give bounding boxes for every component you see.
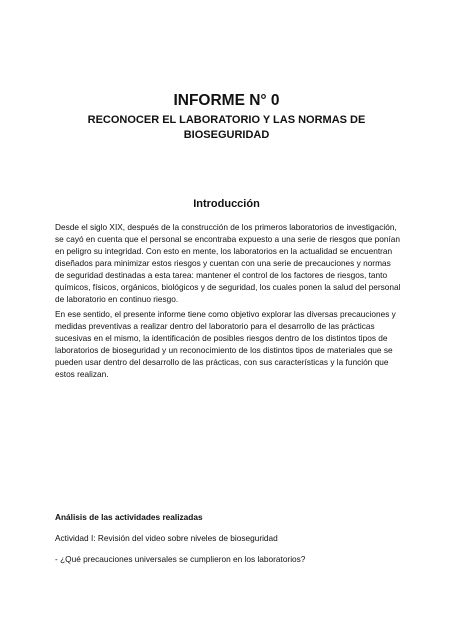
report-subtitle-line-1: RECONOCER EL LABORATORIO Y LAS NORMAS DE [87,114,366,126]
document-header [0,92,453,143]
report-subtitle-line-2: BIOSEGURIDAD [183,129,270,141]
activity-title: Actividad I: Revisión del video sobre niveles de bioseguridad [55,533,278,543]
question-item: - ¿Qué precauciones universales se cumplieron en los laboratorios? [55,554,306,564]
introduction-heading: Introducción [193,198,260,210]
report-title: INFORME N° 0 [173,92,280,109]
report-subtitle [0,113,453,143]
introduction-paragraph-1: Desde el siglo XIX, después de la construcción de los primeros laboratorios de investigación, se cayó en cuenta que el personal se encontraba expuesto a una serie de riesgos que ponían en peligro su integridad. Con esto en mente, los laboratorios en la actualidad se encuentran diseñados para minimizar estos riesgos y cuentan con una serie de precauciones y normas de seguridad destinadas a esta tarea: mantener el control de los factores de riesgos, tanto químicos, físicos, orgánicos, biológicos y de seguridad, los cuales ponen la salud del personal de laboratorio en continuo riesgo. [55,222,401,304]
introduction-paragraph-2: En ese sentido, el presente informe tiene como objetivo explorar las diversas precauciones y medidas preventivas a realizar dentro del laboratorio para el desarrollo de las prácticas sucesivas en el mismo, la identificación de posibles riesgos dentro de los distintos tipos de laboratorios de bioseguridad y un reconocimiento de los distintos tipos de materiales que se pueden usar dentro del desarrollo de las prácticas, con sus características y la función que estos realizan. [55,309,396,379]
analysis-section-heading: Análisis de las actividades realizadas [55,512,203,522]
